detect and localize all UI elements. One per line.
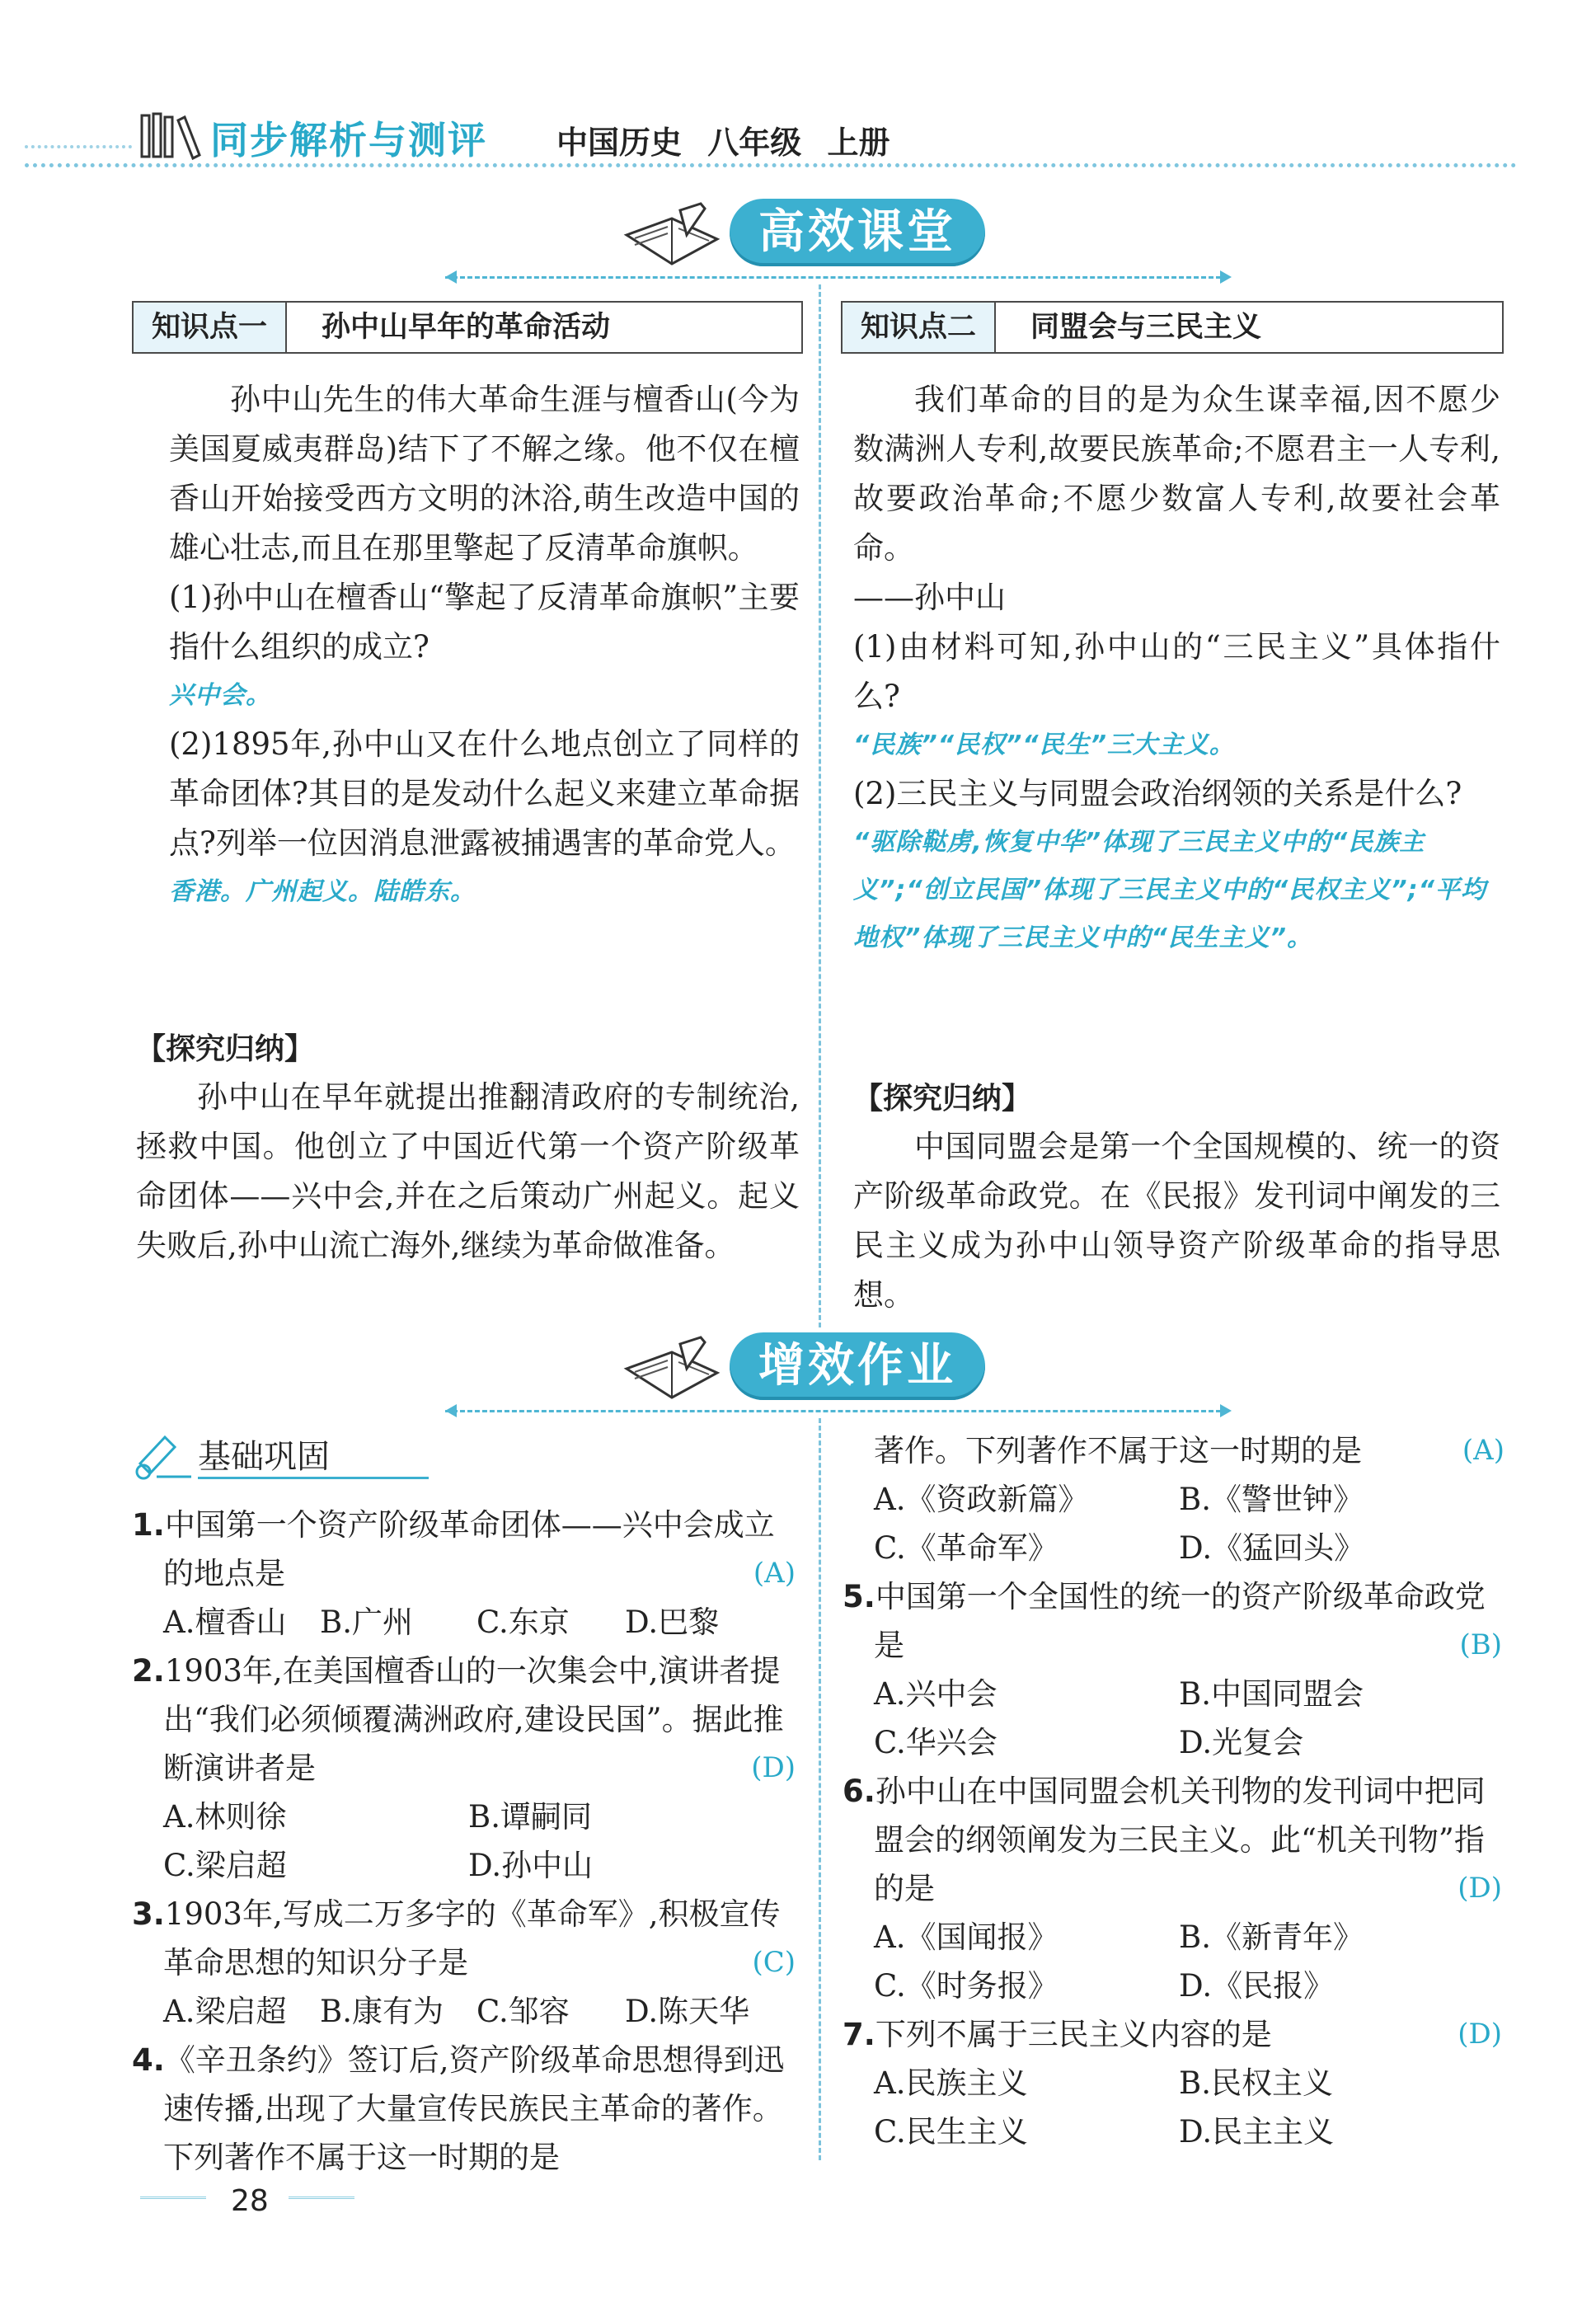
option-a: A.《资政新篇》 bbox=[874, 1482, 1089, 1517]
option-c: C.民生主义 bbox=[874, 2114, 1028, 2150]
knowledge-point-1-content bbox=[169, 375, 800, 916]
footer-rule bbox=[140, 2197, 206, 2199]
options-1 bbox=[163, 1598, 790, 1647]
knowledge-point-label: 知识点一 bbox=[134, 303, 287, 352]
question-text: 中国第一个全国性的统一的资产阶级革命政党是 bbox=[874, 1579, 1486, 1663]
summary-text: 孙中山在早年就提出推翻清政府的专制统治,拯救中国。他创立了中国近代第一个资产阶级革命团体——兴中会,并在之后策动广州起义。起义失败后,孙中山流亡海外,继续为革命做准备。 bbox=[136, 1079, 800, 1263]
question-text: 中国第一个资产阶级革命团体——兴中会成立的地点是 bbox=[163, 1507, 775, 1591]
option-a: A.檀香山 bbox=[163, 1605, 287, 1640]
option-b: B.广州 bbox=[320, 1605, 413, 1640]
option-d: D.民主主义 bbox=[1179, 2114, 1335, 2150]
question-number: 3. bbox=[132, 1896, 165, 1932]
option-b: B.《警世钟》 bbox=[1179, 1482, 1364, 1517]
series-title: 同步解析与测评 bbox=[210, 118, 487, 162]
page-header bbox=[0, 99, 1596, 181]
summary-heading: 【探究归纳】 bbox=[136, 1032, 315, 1066]
question-2: (2)三民主义与同盟会政治纲领的关系是什么? bbox=[853, 776, 1462, 811]
answer-2: 香港。广州起义。陆皓东。 bbox=[169, 877, 476, 906]
knowledge-point-2-content bbox=[853, 375, 1500, 962]
question-number: 5. bbox=[843, 1579, 875, 1614]
option-b: B.《新青年》 bbox=[1179, 1919, 1364, 1955]
answer-1: 兴中会。 bbox=[169, 681, 271, 710]
option-a: A.梁启超 bbox=[163, 1994, 287, 2029]
banner-rule bbox=[445, 276, 1228, 279]
knowledge-point-2-box bbox=[841, 301, 1504, 354]
option-b: B.谭嗣同 bbox=[468, 1799, 592, 1835]
section-banner-class bbox=[0, 194, 1596, 284]
banner-title: 增效作业 bbox=[730, 1332, 985, 1400]
banner-arrow-right bbox=[1220, 1404, 1232, 1417]
question-3 bbox=[132, 1890, 796, 1987]
question-text: 下列不属于三民主义内容的是 bbox=[875, 2017, 1272, 2052]
question-text: 1903年,在美国檀香山的一次集会中,演讲者提出“我们必须倾覆满洲政府,建设民国”。据此推断演讲者是 bbox=[163, 1653, 784, 1786]
books-icon bbox=[140, 110, 206, 160]
option-c: C.邹容 bbox=[476, 1994, 570, 2029]
option-c: C.东京 bbox=[476, 1605, 570, 1640]
question-7 bbox=[843, 2010, 1502, 2059]
knowledge-point-title: 同盟会与三民主义 bbox=[1030, 311, 1262, 344]
summary-heading: 【探究归纳】 bbox=[853, 1082, 1032, 1116]
pen-notebook-icon bbox=[622, 202, 721, 276]
question-1 bbox=[132, 1501, 796, 1598]
option-b: B.康有为 bbox=[320, 1994, 444, 2029]
options-6 bbox=[874, 1913, 1500, 2010]
option-c: C.《时务报》 bbox=[874, 1968, 1059, 2004]
question-4 bbox=[132, 2036, 796, 2175]
question-6 bbox=[843, 1767, 1502, 1913]
section-basic bbox=[132, 1431, 429, 1480]
book-title: 中国历史 八年级 上册 bbox=[556, 125, 890, 161]
answer-2: “驱除鞑虏,恢复中华”体现了三民主义中的“民族主义”;“创立民国”体现了三民主义中的“民权主义”;“平均地权”体现了三民主义中的“民生主义”。 bbox=[853, 828, 1486, 952]
question-4-continued: 著作。下列著作不属于这一时期的是 (A) bbox=[874, 1426, 1504, 1475]
question-1: (1)由材料可知,孙中山的“三民主义”具体指什么? bbox=[853, 629, 1500, 714]
option-b: B.民权主义 bbox=[1179, 2065, 1333, 2101]
banner-arrow-right bbox=[1220, 270, 1232, 284]
pen-notebook-icon bbox=[622, 1336, 721, 1410]
answer-key: (D) bbox=[1458, 1872, 1502, 1905]
question-number: 2. bbox=[132, 1653, 165, 1689]
question-2: (2)1895年,孙中山又在什么地点创立了同样的革命团体?其目的是发动什么起义来建立革命据点?列举一位因消息泄露被捕遇害的革命党人。 bbox=[169, 726, 800, 861]
summary-2 bbox=[853, 1076, 1500, 1320]
material-text: 孙中山先生的伟大革命生涯与檀香山(今为美国夏威夷群岛)结下了不解之缘。他不仅在檀香山开始接受西方文明的沐浴,萌生改造中国的雄心壮志,而且在那里擎起了反清革命旗帜。 bbox=[169, 382, 800, 566]
option-d: D.《民报》 bbox=[1179, 1968, 1335, 2004]
question-2 bbox=[132, 1647, 796, 1793]
column-divider bbox=[819, 1418, 821, 2160]
option-d: D.巴黎 bbox=[625, 1605, 720, 1640]
option-a: A.林则徐 bbox=[163, 1799, 287, 1835]
page-footer bbox=[132, 2177, 371, 2226]
option-a: A.兴中会 bbox=[874, 1676, 998, 1712]
column-divider bbox=[819, 284, 821, 1327]
knowledge-point-1-box bbox=[132, 301, 803, 354]
options-5 bbox=[874, 1670, 1500, 1767]
banner-rule bbox=[445, 1410, 1228, 1412]
option-c: C.梁启超 bbox=[163, 1848, 287, 1883]
question-number: 4. bbox=[132, 2042, 165, 2078]
option-d: D.光复会 bbox=[1179, 1725, 1304, 1760]
footer-rule bbox=[289, 2197, 354, 2199]
question-number: 7. bbox=[843, 2017, 875, 2052]
section-underline bbox=[198, 1477, 429, 1479]
option-c: C.华兴会 bbox=[874, 1725, 998, 1760]
option-c: C.《革命军》 bbox=[874, 1530, 1059, 1566]
header-dots bbox=[25, 145, 132, 148]
question-5 bbox=[843, 1572, 1502, 1670]
knowledge-point-label: 知识点二 bbox=[843, 303, 996, 352]
option-d: D.《猛回头》 bbox=[1179, 1530, 1365, 1566]
question-text: 《辛丑条约》签订后,资产阶级革命思想得到迅速传播,出现了大量宣传民族民主革命的著作。下列著作不属于这一时期的是 bbox=[163, 2042, 785, 2175]
option-a: A.《国闻报》 bbox=[874, 1919, 1059, 1955]
options-3 bbox=[163, 1987, 790, 2036]
option-b: B.中国同盟会 bbox=[1179, 1676, 1364, 1712]
section-banner-homework bbox=[0, 1327, 1596, 1418]
material-source: ——孙中山 bbox=[853, 580, 1006, 615]
material-text: 我们革命的目的是为众生谋幸福,因不愿少数满洲人专利,故要民族革命;不愿君主一人专利,故要政治革命;不愿少数富人专利,故要社会革命。 bbox=[853, 382, 1500, 566]
scale-icon bbox=[132, 1431, 195, 1482]
section-label: 基础巩固 bbox=[198, 1438, 330, 1476]
options-7 bbox=[874, 2059, 1500, 2156]
answer-key: (A) bbox=[1462, 1434, 1504, 1467]
option-d: D.孙中山 bbox=[468, 1848, 594, 1883]
page-number: 28 bbox=[231, 2184, 269, 2218]
answer-key: (C) bbox=[752, 1946, 796, 1979]
options-2 bbox=[163, 1793, 790, 1890]
options-4 bbox=[874, 1475, 1500, 1572]
question-text: 1903年,写成二万多字的《革命军》,积极宣传革命思想的知识分子是 bbox=[163, 1896, 781, 1980]
banner-title: 高效课堂 bbox=[730, 199, 985, 266]
question-text: 孙中山在中国同盟会机关刊物的发刊词中把同盟会的纲领阐发为三民主义。此“机关刊物”指的是 bbox=[874, 1774, 1486, 1906]
question-number: 6. bbox=[843, 1774, 875, 1809]
answer-key: (D) bbox=[1458, 2018, 1502, 2051]
summary-text: 中国同盟会是第一个全国规模的、统一的资产阶级革命政党。在《民报》发刊词中阐发的三民主义成为孙中山领导资产阶级革命的指导思想。 bbox=[853, 1129, 1500, 1313]
question-number: 1. bbox=[132, 1507, 165, 1543]
question-1: (1)孙中山在檀香山“擎起了反清革命旗帜”主要指什么组织的成立? bbox=[169, 580, 800, 665]
summary-1 bbox=[136, 1027, 800, 1271]
knowledge-point-title: 孙中山早年的革命活动 bbox=[322, 311, 611, 344]
option-d: D.陈天华 bbox=[625, 1994, 750, 2029]
header-divider bbox=[25, 163, 1517, 167]
answer-key: (D) bbox=[751, 1751, 796, 1784]
answer-key: (B) bbox=[1459, 1628, 1502, 1661]
answer-1: “民族”“民权”“民生”三大主义。 bbox=[853, 731, 1235, 759]
answer-key: (A) bbox=[753, 1557, 796, 1590]
option-a: A.民族主义 bbox=[874, 2065, 1028, 2101]
